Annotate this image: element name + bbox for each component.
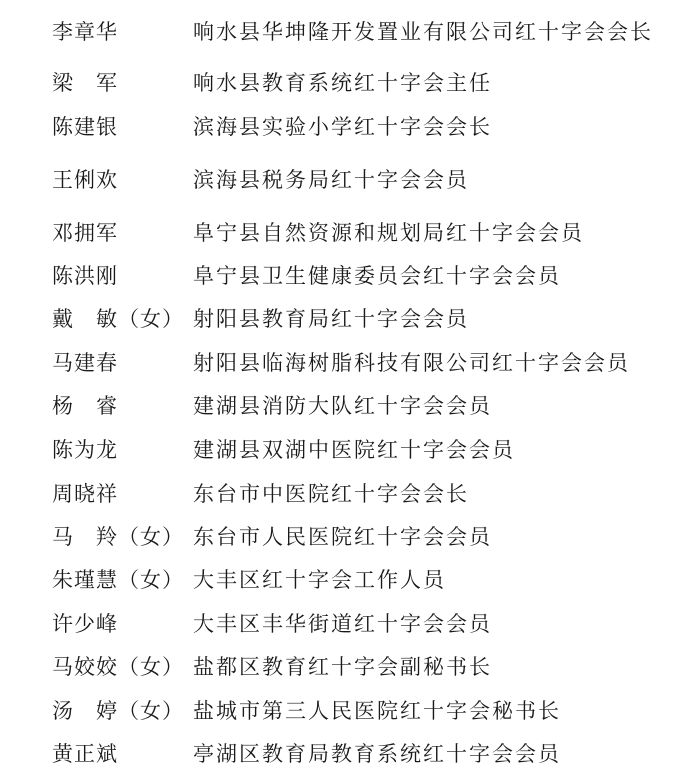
member-name: 周晓祥 [52,482,118,506]
member-row [0,520,700,554]
member-name: 陈建银 [52,115,118,139]
member-row [0,650,700,684]
member-name: 戴 敏（女） [52,307,184,331]
member-title: 亭湖区教育局教育系统红十字会会员 [193,742,561,766]
member-title: 大丰区红十字会工作人员 [193,568,446,592]
member-name: 马 羚（女） [52,525,184,549]
member-row [0,259,700,293]
member-row [0,477,700,511]
member-title: 响水县华坤隆开发置业有限公司红十字会会长 [193,20,653,44]
member-row [0,163,700,197]
member-name: 李章华 [52,20,118,44]
member-row [0,66,700,100]
member-title: 阜宁县卫生健康委员会红十字会会员 [193,264,561,288]
member-name: 陈为龙 [52,438,118,462]
member-name: 邓拥军 [52,221,118,245]
member-title: 射阳县教育局红十字会会员 [193,307,469,331]
member-title: 建湖县消防大队红十字会会员 [193,394,492,418]
member-title: 盐都区教育红十字会副秘书长 [193,655,492,679]
member-row [0,737,700,771]
member-name: 马姣姣（女） [52,655,184,679]
member-name: 杨 睿 [52,394,118,418]
member-name: 王俐欢 [52,168,118,192]
member-title: 滨海县实验小学红十字会会长 [193,115,492,139]
member-title: 响水县教育系统红十字会主任 [193,71,492,95]
member-name: 陈洪刚 [52,264,118,288]
member-row [0,694,700,728]
member-name: 汤 婷（女） [52,699,184,723]
member-name: 梁 军 [52,71,118,95]
member-name: 许少峰 [52,612,118,636]
member-title: 盐城市第三人民医院红十字会秘书长 [193,699,561,723]
member-title: 东台市人民医院红十字会会员 [193,525,492,549]
member-name: 朱瑾慧（女） [52,568,184,592]
member-title: 建湖县双湖中医院红十字会会员 [193,438,515,462]
member-row [0,302,700,336]
member-name: 黄正斌 [52,742,118,766]
member-title: 阜宁县自然资源和规划局红十字会会员 [193,221,584,245]
member-row [0,433,700,467]
member-row [0,110,700,144]
member-row [0,216,700,250]
member-row [0,346,700,380]
member-row [0,607,700,641]
member-row [0,563,700,597]
member-row [0,389,700,423]
member-row [0,15,700,49]
member-title: 大丰区丰华街道红十字会会员 [193,612,492,636]
member-title: 滨海县税务局红十字会会员 [193,168,469,192]
member-title: 东台市中医院红十字会会长 [193,482,469,506]
member-name: 马建春 [52,351,118,375]
member-title: 射阳县临海树脂科技有限公司红十字会会员 [193,351,630,375]
